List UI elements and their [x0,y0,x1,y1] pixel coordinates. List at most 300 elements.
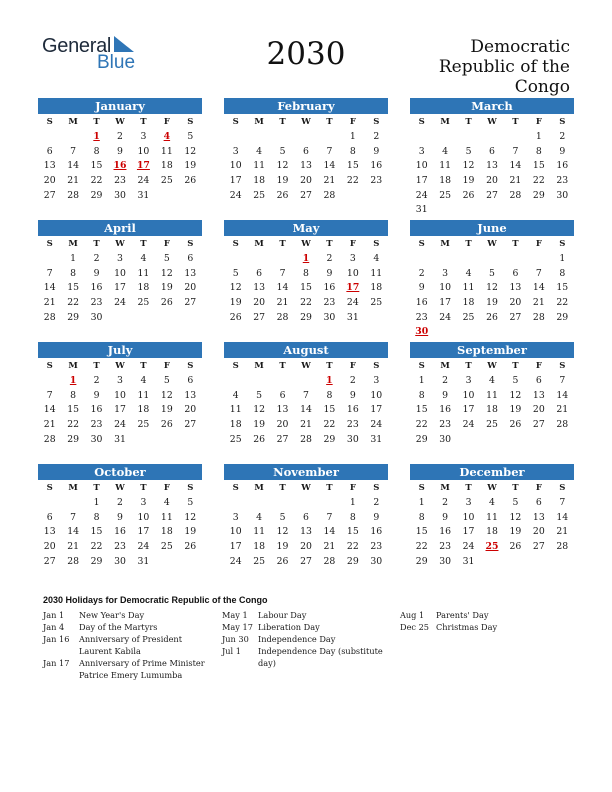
weekday-label: W [301,483,311,493]
day: 11 [486,511,498,523]
day: 5 [279,145,286,157]
holiday-date: Dec 25 [400,622,430,633]
day: 15 [556,282,569,294]
empty-day [294,496,317,511]
day: 3 [349,253,356,264]
weekday-label: S [559,239,566,249]
day: 20 [532,404,545,416]
day: 21 [556,526,569,538]
weekday-label: T [465,483,472,493]
weekday-label: S [46,483,53,493]
day: 21 [300,419,312,431]
day: 26 [184,175,197,187]
day: 6 [303,145,309,157]
weekday-label: F [535,239,542,249]
weekday-label: W [301,361,311,371]
day: 15 [346,526,359,538]
empty-day [480,130,503,145]
day: 6 [303,511,309,523]
holiday-date: Jan 1 [43,610,65,620]
day: 8 [349,145,356,157]
weekday-label: W [301,239,311,249]
weekday-label: S [559,117,566,127]
day: 19 [229,297,242,309]
day: 30 [114,189,126,201]
weekday-label: T [93,483,100,493]
day: 8 [93,145,100,157]
day: 10 [137,511,150,523]
day: 15 [415,404,428,416]
day: 24 [439,311,452,323]
day: 29 [346,555,359,567]
day: 20 [184,404,197,416]
day: 7 [326,511,333,523]
day: 30 [346,433,359,445]
day: 15 [90,526,103,538]
day: 19 [462,175,475,187]
day: 22 [415,541,428,553]
day: 22 [556,297,569,309]
day: 24 [415,189,428,201]
day: 16 [346,404,359,416]
day: 16 [370,160,383,172]
day: 10 [137,145,150,157]
day: 26 [184,541,197,553]
day: 21 [43,297,56,309]
day: 7 [279,267,286,279]
weekday-label: M [68,483,78,493]
day: 3 [140,131,147,142]
holiday-column [222,609,392,669]
weekday-label: M [68,117,78,127]
day: 13 [43,160,56,172]
day-grid [410,496,574,569]
day: 30 [556,189,569,201]
day: 16 [90,282,103,294]
weekday-label: F [535,117,542,127]
day-grid [38,374,202,447]
day: 25 [439,189,452,201]
day: 22 [67,419,80,431]
day: 13 [184,267,197,279]
day: 23 [415,311,428,323]
day: 29 [323,433,336,445]
holiday-day: 30 [415,326,429,338]
day: 8 [559,267,566,279]
weekday-row [38,115,202,129]
day: 5 [512,497,519,508]
day: 4 [442,145,449,157]
weekday-label: W [487,483,497,493]
empty-day [38,496,61,511]
month-november [224,464,388,569]
day: 15 [323,404,336,416]
day: 15 [532,160,545,172]
weekday-label: M [68,239,78,249]
day: 18 [370,282,383,294]
holiday-date: Aug 1 [400,610,425,620]
day: 30 [323,311,336,323]
day: 12 [229,282,242,294]
day: 27 [486,189,498,201]
day: 7 [303,389,309,401]
day: 17 [439,297,452,309]
day: 16 [90,404,103,416]
weekday-label: T [93,361,100,371]
day: 8 [535,145,542,157]
holiday-column [400,609,570,633]
day: 16 [439,526,452,538]
day: 4 [465,267,472,279]
holiday-name: Anniversary of President Laurent Kabila [79,634,182,657]
day: 30 [114,555,126,567]
day: 29 [67,311,80,323]
day: 3 [442,267,449,279]
empty-day [224,130,247,145]
day: 28 [300,433,312,445]
day: 6 [46,511,53,523]
day: 21 [532,297,545,309]
day: 21 [556,404,569,416]
day: 6 [187,253,194,264]
month-january [38,98,202,203]
day: 5 [489,267,495,279]
empty-day [433,130,456,145]
weekday-label: W [487,361,497,371]
day: 1 [559,253,566,264]
day: 12 [486,282,498,294]
day: 28 [323,555,336,567]
day: 14 [67,526,80,538]
weekday-row [224,115,388,129]
day: 27 [184,297,197,309]
day-grid [38,252,202,325]
day: 6 [46,145,53,157]
weekday-label: T [93,117,100,127]
weekday-label: S [187,239,194,249]
day: 20 [486,175,498,187]
weekday-label: W [115,239,125,249]
holiday-date: Jan 16 [43,634,70,645]
logo-text-blue: Blue [97,52,136,73]
day: 5 [163,253,170,264]
weekday-label: M [440,483,450,493]
empty-day [38,130,61,145]
weekday-label: T [512,239,519,249]
weekday-label: W [487,239,497,249]
day: 17 [462,526,475,538]
weekday-label: F [535,483,542,493]
empty-day [38,374,61,389]
weekday-label: S [232,117,239,127]
day: 14 [556,389,569,401]
day: 26 [160,297,173,309]
weekday-label: S [418,361,425,371]
holidays-title: 2030 Holidays for Democratic Republic of the Congo [43,595,268,605]
country-name-line: Republic of the [438,57,570,77]
day: 10 [229,160,242,172]
holiday-item [43,633,213,657]
day: 25 [462,311,475,323]
day: 7 [535,267,542,279]
day: 10 [229,526,242,538]
holiday-day: 17 [346,282,360,294]
day-grid [410,130,574,218]
day: 27 [43,555,56,567]
day: 14 [300,404,312,416]
day: 24 [229,555,242,567]
day: 1 [535,131,542,142]
day: 25 [137,297,150,309]
day: 19 [276,541,289,553]
empty-day [294,130,317,145]
empty-day [271,252,294,267]
weekday-label: T [279,239,286,249]
day: 13 [532,511,545,523]
day: 30 [90,311,103,323]
month-header: July [38,342,202,358]
day: 22 [67,297,80,309]
day: 24 [346,297,359,309]
month-header: November [224,464,388,480]
day: 15 [67,282,80,294]
day: 10 [346,267,359,279]
day: 24 [137,175,150,187]
holiday-item [43,621,213,633]
day: 25 [160,541,173,553]
day: 20 [43,541,56,553]
day: 22 [300,297,312,309]
logo-text-general: General [42,35,112,57]
weekday-row [410,359,574,373]
day: 9 [442,511,449,523]
weekday-label: T [465,239,472,249]
holiday-name: Anniversary of Prime Minister Patrice Emery Lumumba [79,658,205,681]
day: 3 [117,253,123,264]
day: 20 [276,419,289,431]
day: 21 [67,541,80,553]
day: 18 [462,297,475,309]
empty-day [271,130,294,145]
day: 22 [532,175,545,187]
holiday-name: Independence Day (substitute day) [258,646,383,669]
day: 23 [370,541,383,553]
day: 28 [67,189,80,201]
weekday-label: F [349,483,356,493]
day: 9 [93,389,100,401]
day: 4 [373,253,380,264]
day: 15 [67,404,80,416]
day: 24 [114,419,126,431]
day: 4 [140,375,147,386]
day: 7 [70,511,77,523]
day: 24 [114,297,126,309]
month-august [224,342,388,447]
day: 28 [43,433,56,445]
day: 8 [70,389,77,401]
day: 20 [43,175,56,187]
holiday-date: Jan 4 [43,622,65,633]
weekday-label: M [254,361,264,371]
day: 19 [276,175,289,187]
empty-day [224,252,247,267]
day: 15 [415,526,428,538]
country-name [370,37,570,97]
day: 9 [93,267,100,279]
day-grid [410,374,574,447]
day: 6 [535,375,542,386]
day: 22 [346,541,359,553]
day: 11 [137,389,150,401]
holiday-name: Parents' Day [436,610,489,620]
day: 20 [300,175,312,187]
weekday-label: F [349,117,356,127]
day: 23 [370,175,383,187]
day: 24 [137,541,150,553]
day: 16 [323,282,336,294]
holiday-day: 1 [302,253,310,264]
day: 9 [349,389,356,401]
day: 13 [532,389,545,401]
empty-day [318,496,341,511]
day: 2 [326,253,333,264]
day: 5 [279,511,286,523]
empty-day [61,130,84,145]
day: 31 [346,311,359,323]
day: 19 [184,160,197,172]
day: 19 [509,404,522,416]
day: 16 [439,404,452,416]
day: 29 [415,555,428,567]
holiday-date: Jun 30 [222,634,249,645]
day: 2 [117,131,123,142]
day: 11 [439,160,452,172]
day: 3 [373,375,380,386]
day: 12 [184,145,197,157]
day: 17 [229,541,242,553]
day: 3 [418,145,425,157]
day: 9 [117,511,123,523]
weekday-label: S [373,239,380,249]
day: 29 [67,433,80,445]
weekday-label: S [46,117,53,127]
day: 9 [418,282,425,294]
weekday-row [38,481,202,495]
weekday-label: W [115,361,125,371]
day: 18 [439,175,452,187]
holiday-column [43,609,213,682]
day: 22 [90,175,103,187]
day: 7 [46,389,53,401]
holiday-item [222,621,392,633]
day: 11 [229,404,242,416]
logo [42,35,142,71]
day: 26 [276,189,289,201]
day: 8 [93,511,100,523]
day: 2 [442,497,449,508]
day: 11 [253,160,266,172]
holiday-item [43,609,213,621]
day: 4 [256,145,263,157]
weekday-label: S [418,239,425,249]
empty-day [433,252,456,267]
day: 21 [323,541,336,553]
day: 28 [532,311,545,323]
day: 27 [300,189,312,201]
day: 25 [486,419,498,431]
month-header: January [38,98,202,114]
day: 24 [462,419,475,431]
day: 8 [326,389,333,401]
day: 18 [486,526,498,538]
day: 5 [187,131,194,142]
day: 8 [418,511,425,523]
day: 3 [140,497,147,508]
day: 19 [160,282,173,294]
empty-day [504,130,527,145]
day: 13 [43,526,56,538]
empty-day [410,252,433,267]
day: 7 [326,145,333,157]
day: 30 [90,433,103,445]
day: 21 [276,297,289,309]
month-may [224,220,388,325]
weekday-label: F [163,117,170,127]
month-header: December [410,464,574,480]
country-name-line: Democratic [470,37,570,57]
weekday-label: T [279,361,286,371]
day: 27 [253,311,266,323]
day: 18 [486,404,498,416]
day: 1 [70,253,77,264]
day: 13 [300,160,312,172]
empty-day [224,374,247,389]
day: 22 [323,419,336,431]
day: 20 [532,526,545,538]
day: 14 [67,160,80,172]
day: 29 [90,189,103,201]
empty-day [38,252,61,267]
day: 16 [114,526,126,538]
day: 3 [465,375,472,386]
month-header: February [224,98,388,114]
day: 12 [276,526,289,538]
day: 9 [117,145,123,157]
weekday-label: F [535,361,542,371]
day: 31 [462,555,475,567]
day: 1 [349,497,356,508]
day: 5 [512,375,519,386]
day: 2 [442,375,449,386]
holiday-name: Day of the Martyrs [79,622,158,633]
holiday-item [222,645,392,669]
day: 28 [556,419,569,431]
holiday-day: 4 [163,131,171,142]
weekday-label: S [187,117,194,127]
month-february [224,98,388,203]
day: 25 [137,419,150,431]
holiday-item [43,657,213,681]
day: 27 [532,541,545,553]
weekday-label: T [279,483,286,493]
day: 18 [137,282,150,294]
day: 22 [415,419,428,431]
month-july [38,342,202,447]
day: 31 [370,433,383,445]
empty-day [410,130,433,145]
weekday-label: T [512,483,519,493]
weekday-row [224,481,388,495]
